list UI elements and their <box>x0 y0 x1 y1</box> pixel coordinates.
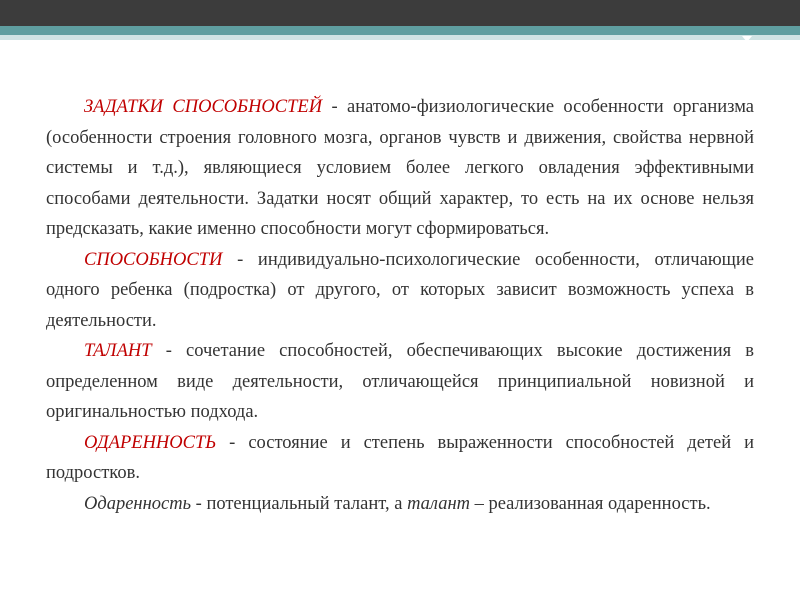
term-talant: ТАЛАНТ <box>84 341 152 361</box>
definition-talant: - сочетание способностей, обеспечивающих высокие достижения в определенном виде деятельности, отличающейся принципиальной новизной и оригинальностью подхода. <box>46 341 754 422</box>
term-odarennost: ОДАРЕННОСТЬ <box>84 432 217 453</box>
slide-top-bar <box>0 0 800 26</box>
term-talant-italic: талант <box>407 493 470 514</box>
term-sposobnosti: СПОСОБНОСТИ <box>84 249 223 270</box>
slide-accent-stripe <box>0 26 800 35</box>
paragraph-talant <box>46 336 754 428</box>
slide-content <box>46 92 754 519</box>
term-odarennost-italic: Одаренность <box>84 493 192 514</box>
final-text-part2: – реализованная одаренность. <box>469 493 711 514</box>
final-text-part1: - потенциальный талант, а <box>191 493 408 514</box>
definition-zadatki: - анатомо-физиологические особенности организма (особенности строения головного мозга, органов чувств и движения, свойства нервной системы и т.д.), являющиеся условием более легкого овладения эффективными способами деятельности. Задатки носят общий характер, то есть на их основе нельзя предсказать, какие именно способности могут сформироваться. <box>46 97 754 239</box>
paragraph-final <box>46 489 754 520</box>
slide-accent-stripe-light <box>0 35 800 40</box>
term-zadatki: ЗАДАТКИ СПОСОБНОСТЕЙ <box>84 97 323 117</box>
paragraph-zadatki <box>46 92 754 245</box>
paragraph-odarennost <box>46 428 754 489</box>
paragraph-sposobnosti <box>46 245 754 337</box>
definition-odarennost: - состояние и степень выраженности способностей детей и подростков. <box>46 432 754 483</box>
triangle-marker-icon <box>742 36 752 42</box>
definition-sposobnosti: - индивидуально-психологические особенности, отличающие одного ребенка (подростка) от другого, от которых зависит возможность успеха в деятельности. <box>46 249 754 331</box>
